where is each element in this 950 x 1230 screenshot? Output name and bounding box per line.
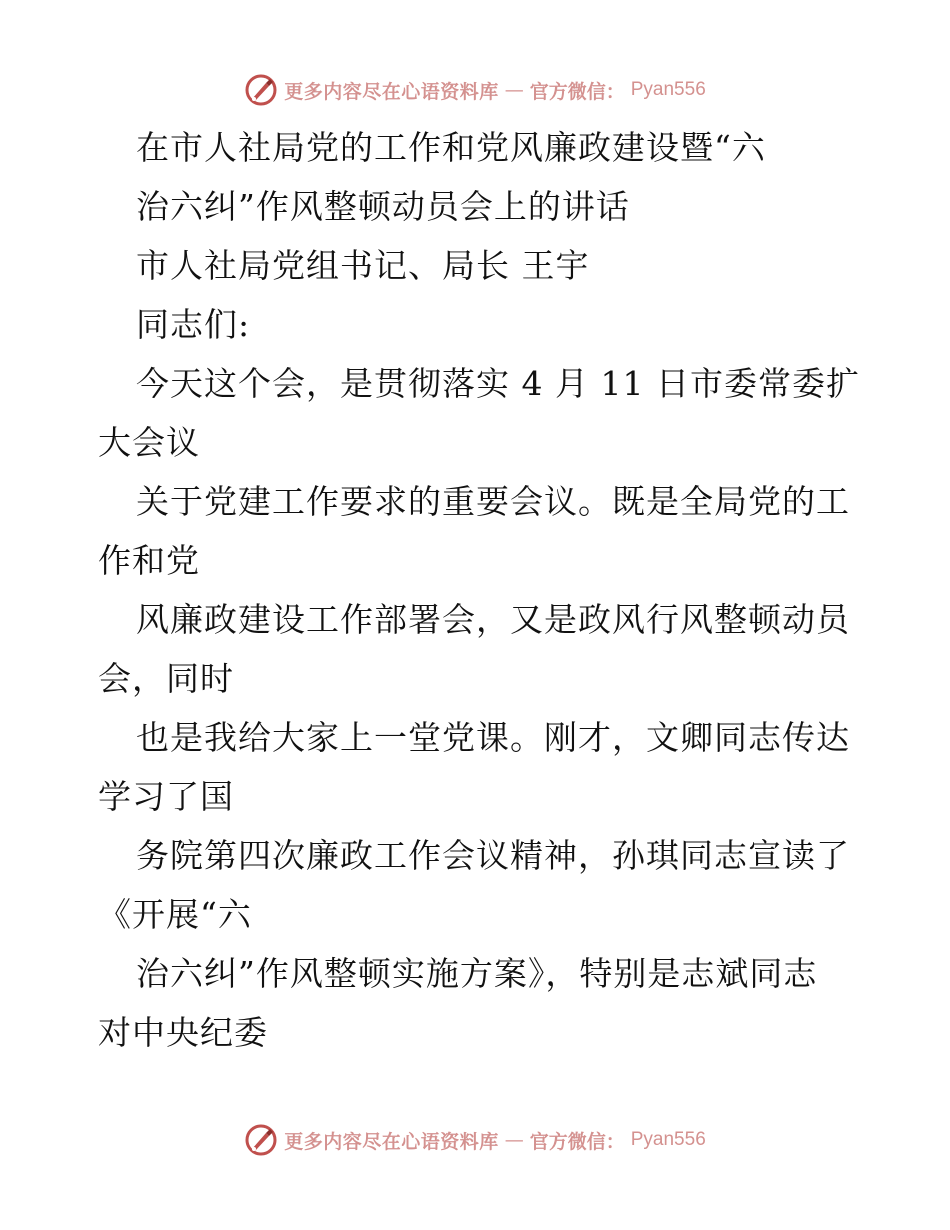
text-line: 市人社局党组书记、局长 王宇 — [136, 246, 590, 285]
watermark-label: 官方微信： — [529, 1130, 625, 1153]
document-body — [98, 118, 858, 1062]
text-line: 治六纠”作风整顿动员会上的讲话 — [136, 187, 630, 226]
watermark-dash: — — [504, 1129, 524, 1151]
text-line: 今天这个会，是贯彻落实 4 月 11 日市委常委扩 — [136, 364, 860, 403]
text-line: 对中央纪委 — [98, 1013, 268, 1052]
footer-watermark — [0, 1120, 950, 1160]
text-line: 学习了国 — [98, 777, 234, 816]
text-line: 治六纠”作风整顿实施方案》，特别是志斌同志 — [136, 954, 818, 993]
watermark-text: 更多内容尽在心语资料库 — [284, 80, 499, 103]
text-line: 作和党 — [98, 541, 200, 580]
watermark-dash: — — [504, 79, 524, 101]
watermark-id: Pyan556 — [630, 79, 706, 100]
text-line: 大会议 — [98, 423, 200, 462]
text-line: 务院第四次廉政工作会议精神，孙琪同志宣读了 — [136, 836, 850, 875]
pen-logo-icon — [244, 73, 278, 107]
text-line: 在市人社局党的工作和党风廉政建设暨“六 — [136, 128, 766, 167]
header-watermark — [0, 70, 950, 110]
text-line: 同志们: — [136, 305, 251, 344]
pen-logo-icon — [244, 1123, 278, 1157]
text-line: 《开展“六 — [98, 895, 252, 934]
watermark-id: Pyan556 — [630, 1129, 706, 1150]
watermark-label: 官方微信： — [529, 80, 625, 103]
watermark-text: 更多内容尽在心语资料库 — [284, 1130, 499, 1153]
text-line: 风廉政建设工作部署会，又是政风行风整顿动员 — [136, 600, 850, 639]
text-line: 关于党建工作要求的重要会议。既是全局党的工 — [136, 482, 850, 521]
text-line: 会，同时 — [98, 659, 234, 698]
text-line: 也是我给大家上一堂党课。刚才，文卿同志传达 — [136, 718, 850, 757]
